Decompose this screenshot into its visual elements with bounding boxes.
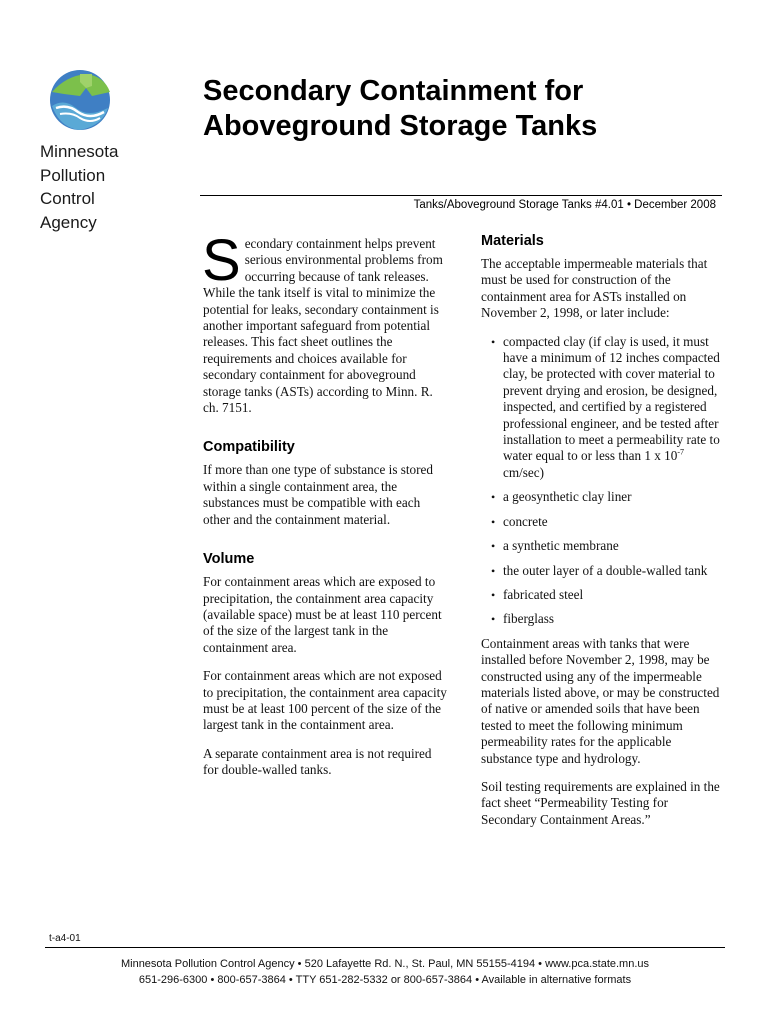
volume-heading: Volume <box>203 551 255 568</box>
exponent: -7 <box>677 448 684 458</box>
list-item-text-end: cm/sec) <box>503 464 545 480</box>
list-item-text: compacted clay (if clay is used, it must have a minimum of 12 inches compacted clay, be protected with cover material to prevent drying and erosion, be designed, inspected, and certified by a registered professional engineer, and be tested after installation to meet a permeability rate to water equal to or less than 1 x 10 <box>503 333 720 464</box>
volume-paragraph-1: For containment areas which are exposed to precipitation, the containment area capacity (available space) must be at least 110 percent of the size of the largest tank in the containment area. <box>203 574 442 655</box>
bullet-icon: • <box>491 612 496 627</box>
footer-address-line: Minnesota Pollution Control Agency • 520 Lafayette Rd. N., St. Paul, MN 55155-4194 • www.pca.state.mn.us <box>120 958 650 970</box>
materials-after-paragraph-1: Containment areas with tanks that were installed before November 2, 1998, may be constructed using any of the impermeable materials listed above, or may be constructed of native or amended soils that have been tested to meet the following minimum permeability rates for the applicable substance type and hydrology. <box>481 635 720 766</box>
title-line-2: Aboveground Storage Tanks <box>203 110 598 142</box>
list-item-text: concrete <box>503 513 548 529</box>
bullet-icon: • <box>491 563 496 578</box>
list-item <box>481 334 723 482</box>
agency-name-line-4: Agency <box>40 212 97 232</box>
list-item <box>481 563 723 579</box>
agency-name-line-1: Minnesota <box>40 142 119 161</box>
document-id: t-a4-01 <box>49 933 81 944</box>
volume-paragraph-3: A separate containment area is not required for double-walled tanks. <box>203 745 432 778</box>
bullet-icon: • <box>491 334 496 349</box>
page-title <box>203 74 743 144</box>
title-divider <box>200 195 722 196</box>
bullet-icon: • <box>491 490 496 505</box>
materials-after-paragraph-2: Soil testing requirements are explained in the fact sheet “Permeability Testing for Secondary Containment Areas.” <box>481 778 720 827</box>
list-item <box>481 489 723 505</box>
footer-divider <box>45 947 725 948</box>
drop-cap: S <box>202 228 241 293</box>
bullet-icon: • <box>491 587 496 602</box>
right-column <box>481 232 723 836</box>
intro-text: econdary containment helps prevent serious environmental problems from occurring because of tank releases. While the tank itself is vital to minimize the potential for leaks, secondary containment is another important safeguard from potential releases. This fact sheet outlines the requirements and choices available for secondary containment for aboveground storage tanks (ASTs) according to Minn. R. ch. 7151. <box>203 236 443 416</box>
list-item-text: fiberglass <box>503 611 555 627</box>
list-item <box>481 514 723 530</box>
materials-intro: The acceptable impermeable materials that must be used for construction of the containment area for ASTs installed on November 2, 1998, or later include: <box>481 256 708 321</box>
list-item-text: a geosynthetic clay liner <box>503 489 632 505</box>
volume-paragraph-2: For containment areas which are not exposed to precipitation, the containment area capacity must be at least 100 percent of the size of the largest tank in the containment area. <box>203 668 447 733</box>
compatibility-section <box>203 438 448 528</box>
mpca-emblem-icon <box>46 68 116 134</box>
footer-phone-line: 651-296-6300 • 800-657-3864 • TTY 651-282-5332 or 800-657-3864 • Available in alternative formats <box>138 974 632 986</box>
mpca-logo <box>40 68 150 248</box>
materials-list <box>481 334 723 628</box>
list-item-text: a synthetic membrane <box>503 538 619 554</box>
list-item <box>481 538 723 554</box>
bullet-icon: • <box>491 539 496 554</box>
volume-section <box>203 550 448 778</box>
title-line-1: Secondary Containment for <box>203 75 584 107</box>
list-item <box>481 611 723 627</box>
bullet-icon: • <box>491 514 496 529</box>
intro-paragraph <box>202 228 448 416</box>
compatibility-heading: Compatibility <box>203 439 295 456</box>
list-item-text: the outer layer of a double-walled tank <box>503 562 708 578</box>
compatibility-text: If more than one type of substance is stored within a single containment area, the substances must be compatible with each other and the containment material. <box>203 462 433 527</box>
left-column <box>202 228 448 787</box>
list-item <box>481 587 723 603</box>
agency-name-line-2: Pollution <box>40 165 106 185</box>
series-line: Tanks/Aboveground Storage Tanks #4.01 • December 2008 <box>413 199 716 211</box>
agency-name-line-3: Control <box>40 189 95 208</box>
materials-heading: Materials <box>481 233 544 249</box>
list-item-text: fabricated steel <box>503 586 584 602</box>
